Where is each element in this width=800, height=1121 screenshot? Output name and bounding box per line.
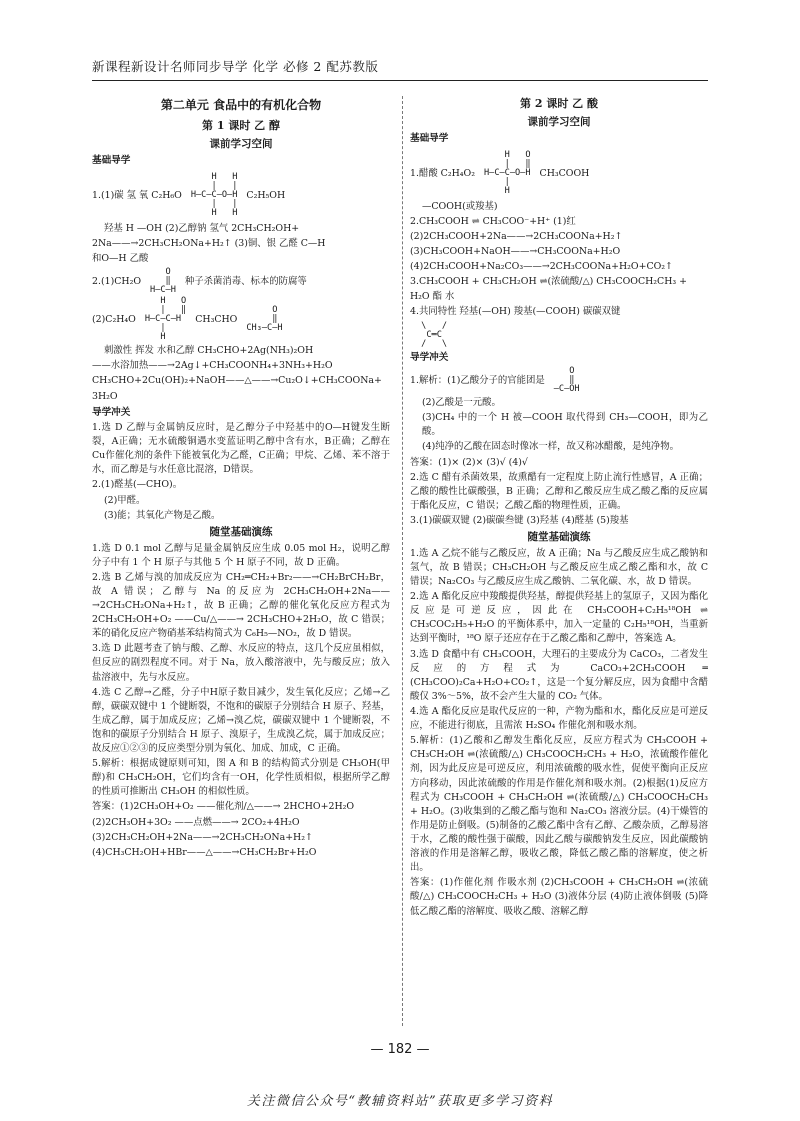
unit-title: 第二单元 食品中的有机化合物 [160,98,322,112]
q1-line: 和O—H 乙酸 [92,252,149,264]
r-q-line: (4)2CH₃COOH+Na₂CO₃——→2CH₃COONa+H₂O+CO₂↑ [410,261,673,273]
ethanol-structure: H H | | H—C—C—O—H | | H H [190,171,238,218]
r-q1-suffix: CH₃COOH [539,167,590,179]
formaldehyde-structure: O ‖ H—C—H [150,267,176,296]
q2-line: ——水浴加热——→2Ag↓+CH₃COONH₄+3NH₃+H₂O [92,360,333,372]
q2a-prefix: 2.(1)CH₂O [92,276,142,288]
r-q-line: (3)CH₃COOH+NaOH——→CH₃COONa+H₂O [410,246,621,258]
practice-answer: 1.选 D 0.1 mol 乙醇与足量金属钠反应生成 0.05 mol H₂，说明乙醇分子中有 1 个 H 原子与其他 5 个 H 原子不同，故 D 正确。 [92,542,390,568]
r-q1-row [410,149,708,198]
guide-answer: 2.选 C 醋有杀菌效果，故熏醋有一定程度上防止流行性感冒，A 正确；乙酸的酸性比碳酸强，B 正确；乙醇和乙酸反应生成乙酸乙酯的反应属于酯化反应，C 错误；乙酸乙酯的物理性质，正确。 [410,471,708,511]
in-class-practice-heading: 随堂基础演练 [209,525,273,538]
in-class-practice-heading: 随堂基础演练 [527,531,591,544]
basic-guide-heading: 基础导学 [92,155,131,167]
r-q-line: (2)2CH₃COOH+2Na——→2CH₃COONa+H₂↑ [410,230,623,242]
q2-line: CH₃CHO+2Cu(OH)₂+NaOH——△——→Cu₂O↓+CH₃COONa+ [92,375,382,387]
practice-answer: 3.选 D 食醋中有 CH₃COOH，大理石的主要成分为 CaCO₃，二者发生反应的方程式为 CaCO₃+2CH₃COOH ═ (CH₃COO)₂Ca+H₂O+CO₂↑，这是一个复分解反应，因为食醋中含醋酸仅 3%～5%，故不会产生大量的 CO₂ 气体。 [410,648,708,702]
guide-answer: 3.(1)碳碳双键 (2)碳碳叁键 (3)羟基 (4)醛基 (5)羧基 [410,514,629,526]
guide-clearance-heading: 导学冲关 [410,351,449,363]
q2b-row [92,297,390,342]
r-d1-prefix: 1.解析：(1)乙酸分子的官能团是 [410,375,545,387]
guide-answer: 1.选 D 乙醇与金属钠反应时，是乙醇分子中羟基中的O—H键发生断裂，A正确；无水硫酸铜遇水变蓝证明乙醇中含有水，B正确；乙醇在Cu作催化剂的条件下能被氧化为乙醛，C正确；甲烷、乙烯、苯不溶于水，而乙醇是与水任意比混溶，D错误。 [92,422,390,476]
pre-class-space-title: 课前学习空间 [209,137,273,150]
practice-answer: 答案：(1)作催化剂 作吸水剂 (2)CH₃COOH + CH₃CH₂OH ⇌(浓硫酸/△) CH₃COOCH₂CH₃ + H₂O (3)液体分层 (4)防止液体倒吸 (5)降低乙酸乙酯的溶解度、吸收乙酸、溶解乙醇 [410,877,708,917]
guide-answer: (4)纯净的乙酸在固态时像冰一样，故又称冰醋酸，是纯净物。 [422,441,680,453]
basic-guide-heading: 基础导学 [410,133,449,145]
practice-answer: 2.选 B 乙烯与溴的加成反应为 CH₂═CH₂+Br₂——→CH₂BrCH₂Br，故 A 错误；乙醇与 Na 的反应为 2CH₃CH₂OH+2Na——→2CH₃CH₂ONa+H₂↑，故 B 正确；乙醇的催化氧化反应方程式为 2CH₃CH₂OH+O₂ ——Cu/△——→ 2CH₃CHO+2H₂O，故 C 错误；苯的硝化反应产物硝基苯结构简式为 C₆H₅—NO₂，故 D 错误。 [92,571,390,640]
guide-answer: (2)乙酸是一元酸。 [422,397,501,409]
q2b-prefix: (2)C₂H₄O [92,314,136,326]
guide-answer: (3)能；其氧化产物是乙酸。 [104,509,221,521]
practice-answer: 答案：(1)2CH₃OH+O₂ ——催化剂/△——→ 2HCHO+2H₂O [92,801,355,813]
q1-line: 2Na——→2CH₃CH₂ONa+H₂↑ (3)铜、银 乙醛 C—H [92,237,326,249]
acetaldehyde-structure: H O | ‖ H—C—C—H | H [144,296,187,343]
q2-line: 刺激性 挥发 水和乙醇 CH₃CHO+2Ag(NH₃)₂OH [104,345,314,357]
practice-answer: (4)CH₃CH₂OH+HBr——△——→CH₃CH₂Br+H₂O [92,846,317,858]
practice-answer: (2)2CH₃OH+3O₂ ——点燃——→ 2CO₂+4H₂O [92,816,300,828]
r-q-line: 4.共同特性 羟基(—OH) 羧基(—COOH) 碳碳双键 [410,306,621,318]
guide-answer: (2)甲醛。 [104,494,146,506]
r-q-line: 3.CH₃COOH + CH₃CH₂OH ⇌(浓硫酸/△) CH₃COOCH₂CH₃ + [410,276,687,288]
r-q-line: H₂O 酯 水 [410,291,455,303]
guide-answer: 答案：(1)× (2)× (3)√ (4)√ [410,456,528,468]
q2a-row [92,268,390,295]
pre-class-space-title: 课前学习空间 [527,115,591,128]
running-header: 新课程新设计名师同步导学 化学 必修 2 配苏教版 [92,58,708,81]
acetaldehyde-short-structure: O ‖ CH₃—C—H [246,305,283,334]
q1-prefix: 1.(1)碳 氢 氧 C₂H₆O [92,189,182,201]
lesson-2-title: 第 2 课时 乙 酸 [520,97,598,110]
carboxyl-structure: O ‖ —C—OH [553,366,580,395]
q2-line: 3H₂O [92,390,118,402]
practice-answer: 4.选 A 酯化反应是取代反应的一种，产物为酯和水，酯化反应是可逆反应，不能进行彻底，且需浓 H₂SO₄ 作催化剂和吸水剂。 [410,706,708,732]
practice-answer: 5.解析：根据成键原则可知，图 A 和 B 的结构简式分别是 CH₃OH(甲醇)和 CH₃CH₂OH，它们均含有一OH，化学性质相似，根据所学乙醇的性质可推断出 CH₃OH 的相似性质。 [92,758,390,798]
r-d1-row [410,367,708,394]
lesson-1-title: 第 1 课时 乙 醇 [202,119,280,132]
practice-answer: 4.选 C 乙醇→乙醛，分子中H原子数目减少，发生氧化反应；乙烯→乙醇，碳碳双键中 1 个键断裂，不饱和的碳原子分别结合 H 原子、羟基，生成乙醇，属于加成反应；乙烯→溴乙烷，碳碳双键中 1 个键断裂，不饱和的碳原子分别结合 H 原子、溴原子，生成溴乙烷，属于加成反应；故反应①②③的反应类型分别为氧化、加成、加成，C 正确。 [92,686,390,755]
footer-note: 关注微信公众号“教辅资料站”获取更多学习资料 [246,1094,554,1109]
practice-answer: 5.解析：(1)乙酸和乙醇发生酯化反应，反应方程式为 CH₃COOH + CH₃CH₂OH ⇌(浓硫酸/△) CH₃COOCH₂CH₃ + H₂O，浓硫酸作催化剂，因为此反应是可逆反应，利用浓硫酸的吸水性，促使平衡向正反应方向移动，因此浓硫酸的作用是作催化剂和吸水剂。(2)根据(1)反应方程式为 CH₃COOH + CH₃CH₂OH ⇌(浓硫酸/△) CH₃COOCH₂CH₃ + H₂O。(3)收集到的乙酸乙酯与饱和 Na₂CO₃ 溶液分层。(4)干燥管的作用是防止倒吸。(5)制备的乙酸乙酯中含有乙醇、乙酸杂质，乙醇易溶于水，乙酸的酸性强于碳酸，因此乙酸与碳酸钠发生反应，因此碳酸钠溶液的作用是溶解乙醇，吸收乙酸，降低乙酸乙酯的溶解度，使之析出。 [410,735,708,874]
practice-answer: 1.选 A 乙烷不能与乙酸反应，故 A 正确；Na 与乙酸反应生成乙酸钠和氢气，故 B 错误；CH₃CH₂OH 与乙酸反应生成乙酸乙酯和水，故 C 错误；Na₂CO₃ 与乙酸反应生成乙酸钠、二氧化碳、水，故 D 错误。 [410,547,708,588]
guide-answer: (3)CH₄ 中的一个 H 被—COOH 取代得到 CH₃—COOH，即为乙酸。 [422,412,708,438]
carbon-double-bond-structure: \ / C═C / \ [421,320,448,349]
practice-answer: (3)2CH₃CH₂OH+2Na——→2CH₃CH₂ONa+H₂↑ [92,831,313,843]
acetic-acid-structure: H O | ‖ H—C—C—O—H | H [483,149,531,196]
q2b-mid: CH₃CHO [195,314,238,326]
q1-line: 羟基 H —OH (2)乙醇钠 氢气 2CH₃CH₂OH+ [104,222,300,234]
guide-clearance-heading: 导学冲关 [92,406,131,418]
guide-answer: 2.(1)醛基(—CHO)。 [92,479,183,491]
practice-answer: 3.选 D 此题考查了钠与酸、乙醇、水反应的特点，这几个反应虽相似，但反应的剧烈程度不同。对于 Na，放入酸溶液中，先与酸反应；放入盐溶液中，先与水反应。 [92,643,390,683]
r-q-line: —COOH(或羧基) [422,200,498,212]
r-q-line: 2.CH₃COOH ⇌ CH₃COO⁻+H⁺ (1)红 [410,215,576,227]
left-column [92,96,390,1036]
column-divider [402,96,403,1026]
double-bond-row [410,322,708,349]
q1-suffix: C₂H₅OH [246,189,286,201]
q1-row [92,171,390,220]
r-q1-prefix: 1.醋酸 C₂H₄O₂ [410,167,475,179]
right-column [410,96,708,1036]
q2a-suffix: 种子杀菌消毒、标本的防腐等 [184,276,307,288]
page-number: — 182 — [370,1042,430,1057]
practice-answer: 2.选 A 酯化反应中羧酸提供羟基，醇提供羟基上的氢原子，又因为酯化反应是可逆反应，因此在 CH₃COOH+C₂H₅¹⁸OH ⇌ CH₃COC₂H₅+H₂O 的平衡体系中，加入一定量的 C₂H₅¹⁸OH，当重新达到平衡时，¹⁸O 原子还应存在于乙酸乙酯和乙醇中，答案选 A。 [410,591,708,645]
